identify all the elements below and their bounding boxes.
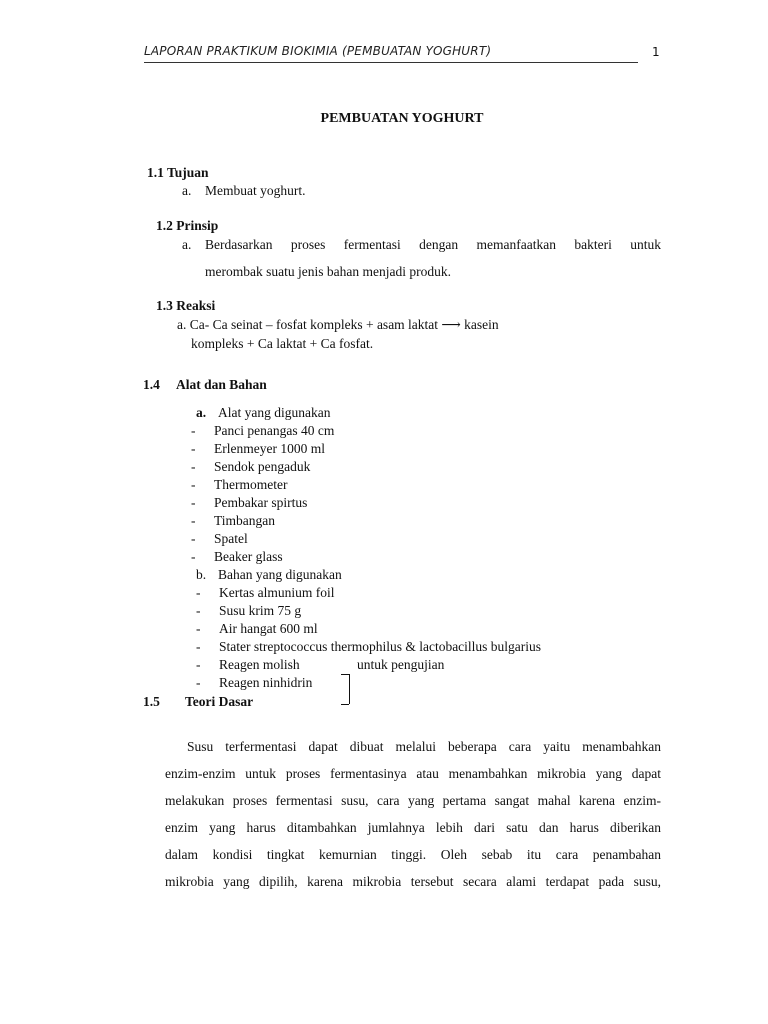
section-heading-alat-bahan: Alat dan Bahan	[176, 377, 267, 392]
section-heading-tujuan: 1.1 Tujuan	[147, 165, 209, 180]
dash: -	[196, 585, 201, 600]
alat-item: Beaker glass	[214, 549, 283, 564]
section-number: 1.4	[143, 377, 160, 392]
dash: -	[191, 441, 196, 456]
dash: -	[191, 513, 196, 528]
section-number: 1.5	[143, 694, 160, 709]
list-marker: b.	[196, 567, 207, 582]
section-heading-reaksi: 1.3 Reaksi	[156, 298, 216, 313]
bahan-item: Air hangat 600 ml	[219, 621, 318, 636]
dash: -	[196, 639, 201, 654]
dash: -	[191, 423, 196, 438]
running-header: LAPORAN PRAKTIKUM BIOKIMIA (PEMBUATAN YOGHURT)	[144, 44, 492, 58]
bahan-item: Susu krim 75 g	[219, 603, 302, 618]
bahan-item: Reagen molish	[219, 657, 300, 672]
teori-line-2: enzim-enzim untuk proses fermentasinya atau menambahkan mikrobia yang dapat	[165, 766, 661, 781]
alat-item: Panci penangas 40 cm	[214, 423, 335, 438]
reaksi-line-2: kompleks + Ca laktat + Ca fosfat.	[191, 336, 374, 351]
dash: -	[191, 549, 196, 564]
alat-item: Pembakar spirtus	[214, 495, 308, 510]
section-heading-teori-dasar: Teori Dasar	[185, 694, 254, 709]
list-marker: a.	[196, 405, 207, 420]
teori-line-4: enzim yang harus ditambahkan jumlahnya lebih dari satu dan harus diberikan	[165, 820, 661, 835]
list-marker: a.	[182, 237, 192, 252]
bracket-note: untuk pengujian	[357, 657, 445, 672]
dash: -	[191, 495, 196, 510]
bracket-bottom	[341, 704, 349, 705]
reaksi-line-1: a. Ca- Ca seinat – fosfat kompleks + asam laktat ⟶ kasein	[177, 317, 499, 332]
alat-item: Thermometer	[214, 477, 288, 492]
teori-line-3: melakukan proses fermentasi susu, cara yang pertama sangat mahal karena enzim-	[165, 793, 661, 808]
alat-item: Erlenmeyer 1000 ml	[214, 441, 325, 456]
bahan-item: Kertas almunium foil	[219, 585, 335, 600]
bahan-label: Bahan yang digunakan	[218, 567, 342, 582]
list-marker: a.	[182, 183, 192, 198]
header-rule	[144, 62, 638, 63]
page-number: 1	[652, 45, 660, 59]
bahan-item: Stater streptococcus thermophilus & lactobacillus bulgarius	[219, 639, 542, 654]
alat-item: Timbangan	[214, 513, 276, 528]
dash: -	[196, 603, 201, 618]
prinsip-line-1: Berdasarkan proses fermentasi dengan memanfaatkan bakteri untuk	[205, 237, 661, 252]
dash: -	[196, 675, 201, 690]
section-heading-prinsip: 1.2 Prinsip	[156, 218, 219, 233]
dash: -	[191, 459, 196, 474]
tujuan-item: Membuat yoghurt.	[205, 183, 306, 198]
prinsip-line-2: merombak suatu jenis bahan menjadi produk.	[205, 264, 451, 279]
teori-line-5: dalam kondisi tingkat kemurnian tinggi. Oleh sebab itu cara penambahan	[165, 847, 661, 862]
alat-item: Sendok pengaduk	[214, 459, 311, 474]
teori-line-1: Susu terfermentasi dapat dibuat melalui beberapa cara yaitu menambahkan	[187, 739, 661, 754]
alat-label: Alat yang digunakan	[218, 405, 331, 420]
dash: -	[196, 657, 201, 672]
bracket-top	[341, 674, 349, 675]
document-title: PEMBUATAN YOGHURT	[320, 111, 484, 126]
teori-line-6: mikrobia yang dipilih, karena mikrobia tersebut secara alami terdapat pada susu,	[165, 874, 661, 889]
alat-item: Spatel	[214, 531, 248, 546]
bahan-item: Reagen ninhidrin	[219, 675, 313, 690]
dash: -	[191, 477, 196, 492]
dash: -	[196, 621, 201, 636]
dash: -	[191, 531, 196, 546]
bracket-vertical	[349, 674, 350, 704]
